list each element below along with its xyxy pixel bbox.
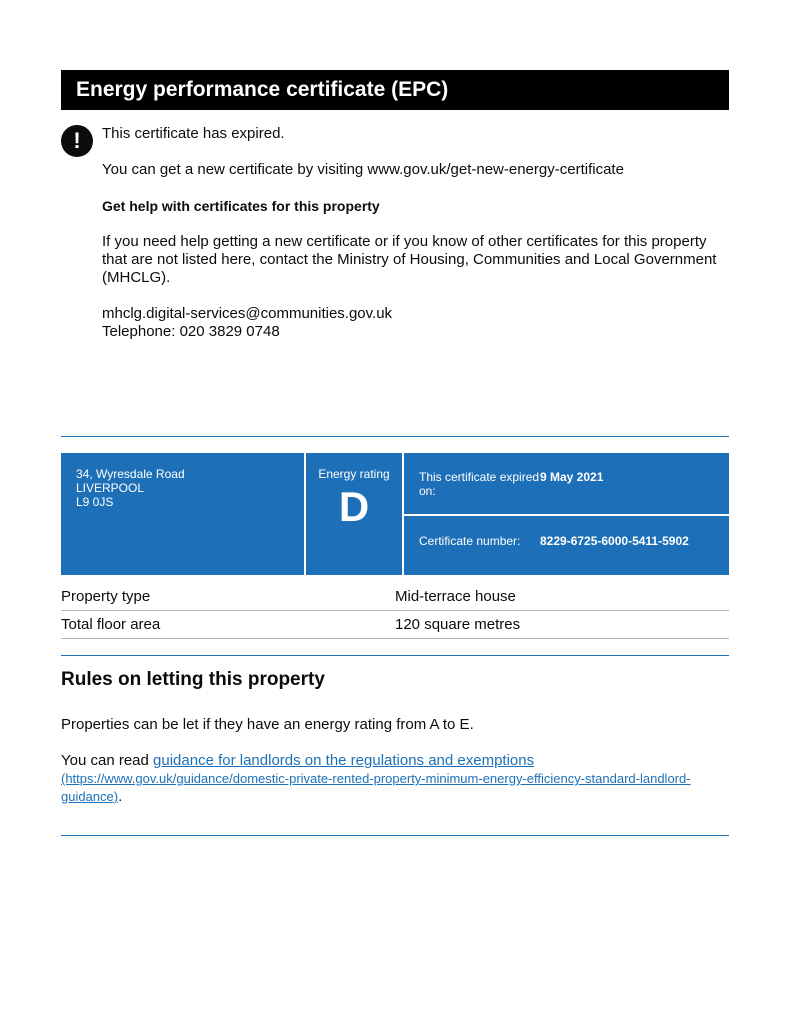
letting-rules-heading: Rules on letting this property [61, 669, 325, 690]
property-type-value: Mid-terrace house [395, 588, 516, 605]
exclamation-icon: ! [61, 125, 93, 157]
address-line-3: L9 0JS [76, 495, 114, 509]
expiry-row [404, 453, 729, 514]
contact-telephone: Telephone: 020 3829 0748 [102, 323, 280, 340]
expiry-label: This certificate expired on: [419, 470, 540, 498]
certificate-number-row [404, 516, 729, 575]
certificate-number-label: Certificate number: [419, 534, 521, 548]
certificate-info [404, 453, 729, 575]
floor-area-label: Total floor area [61, 616, 161, 633]
expired-message: This certificate has expired. [102, 125, 285, 142]
letting-rules-section [61, 668, 729, 824]
energy-rating-label: Energy rating [318, 467, 390, 481]
new-certificate-text: You can get a new certificate by visiting www.gov.uk/get-new-energy-certificate [102, 161, 624, 178]
energy-rating-letter: D [338, 483, 370, 530]
guidance-url-link[interactable]: (https://www.gov.uk/guidance/domestic-private-rented-property-minimum-energy-efficiency-standard-landlord-guidance) [61, 771, 691, 804]
contact-email: mhclg.digital-services@communities.gov.uk [102, 305, 393, 322]
help-text: If you need help getting a new certificate or if you know of other certificates for this property that are not listed here, contact the Ministry of Housing, Communities and Local Government (MHCLG). [102, 233, 717, 286]
expired-warning [61, 125, 729, 341]
divider [61, 655, 729, 656]
energy-rating [306, 453, 402, 575]
property-type-row [61, 583, 729, 611]
guidance-suffix: . [118, 788, 123, 805]
address-line-2: LIVERPOOL [76, 481, 145, 495]
property-address [61, 453, 304, 575]
page-content [61, 70, 729, 341]
floor-area-value: 120 square metres [395, 616, 521, 633]
expiry-date: 9 May 2021 [540, 470, 604, 484]
divider [61, 835, 729, 836]
help-heading: Get help with certificates for this property [102, 198, 380, 214]
floor-area-row [61, 611, 729, 639]
divider [61, 436, 729, 437]
guidance-paragraph [61, 752, 729, 806]
letting-rules-text: Properties can be let if they have an energy rating from A to E. [61, 716, 474, 733]
property-type-label: Property type [61, 588, 151, 605]
certificate-summary [61, 453, 729, 575]
guidance-link[interactable]: guidance for landlords on the regulations and exemptions [153, 752, 535, 769]
certificate-number: 8229-6725-6000-5411-5902 [540, 534, 689, 548]
page-title: Energy performance certificate (EPC) [61, 70, 729, 110]
property-details [61, 583, 729, 639]
address-line-1: 34, Wyresdale Road [76, 467, 185, 481]
guidance-prefix: You can read [61, 752, 154, 769]
